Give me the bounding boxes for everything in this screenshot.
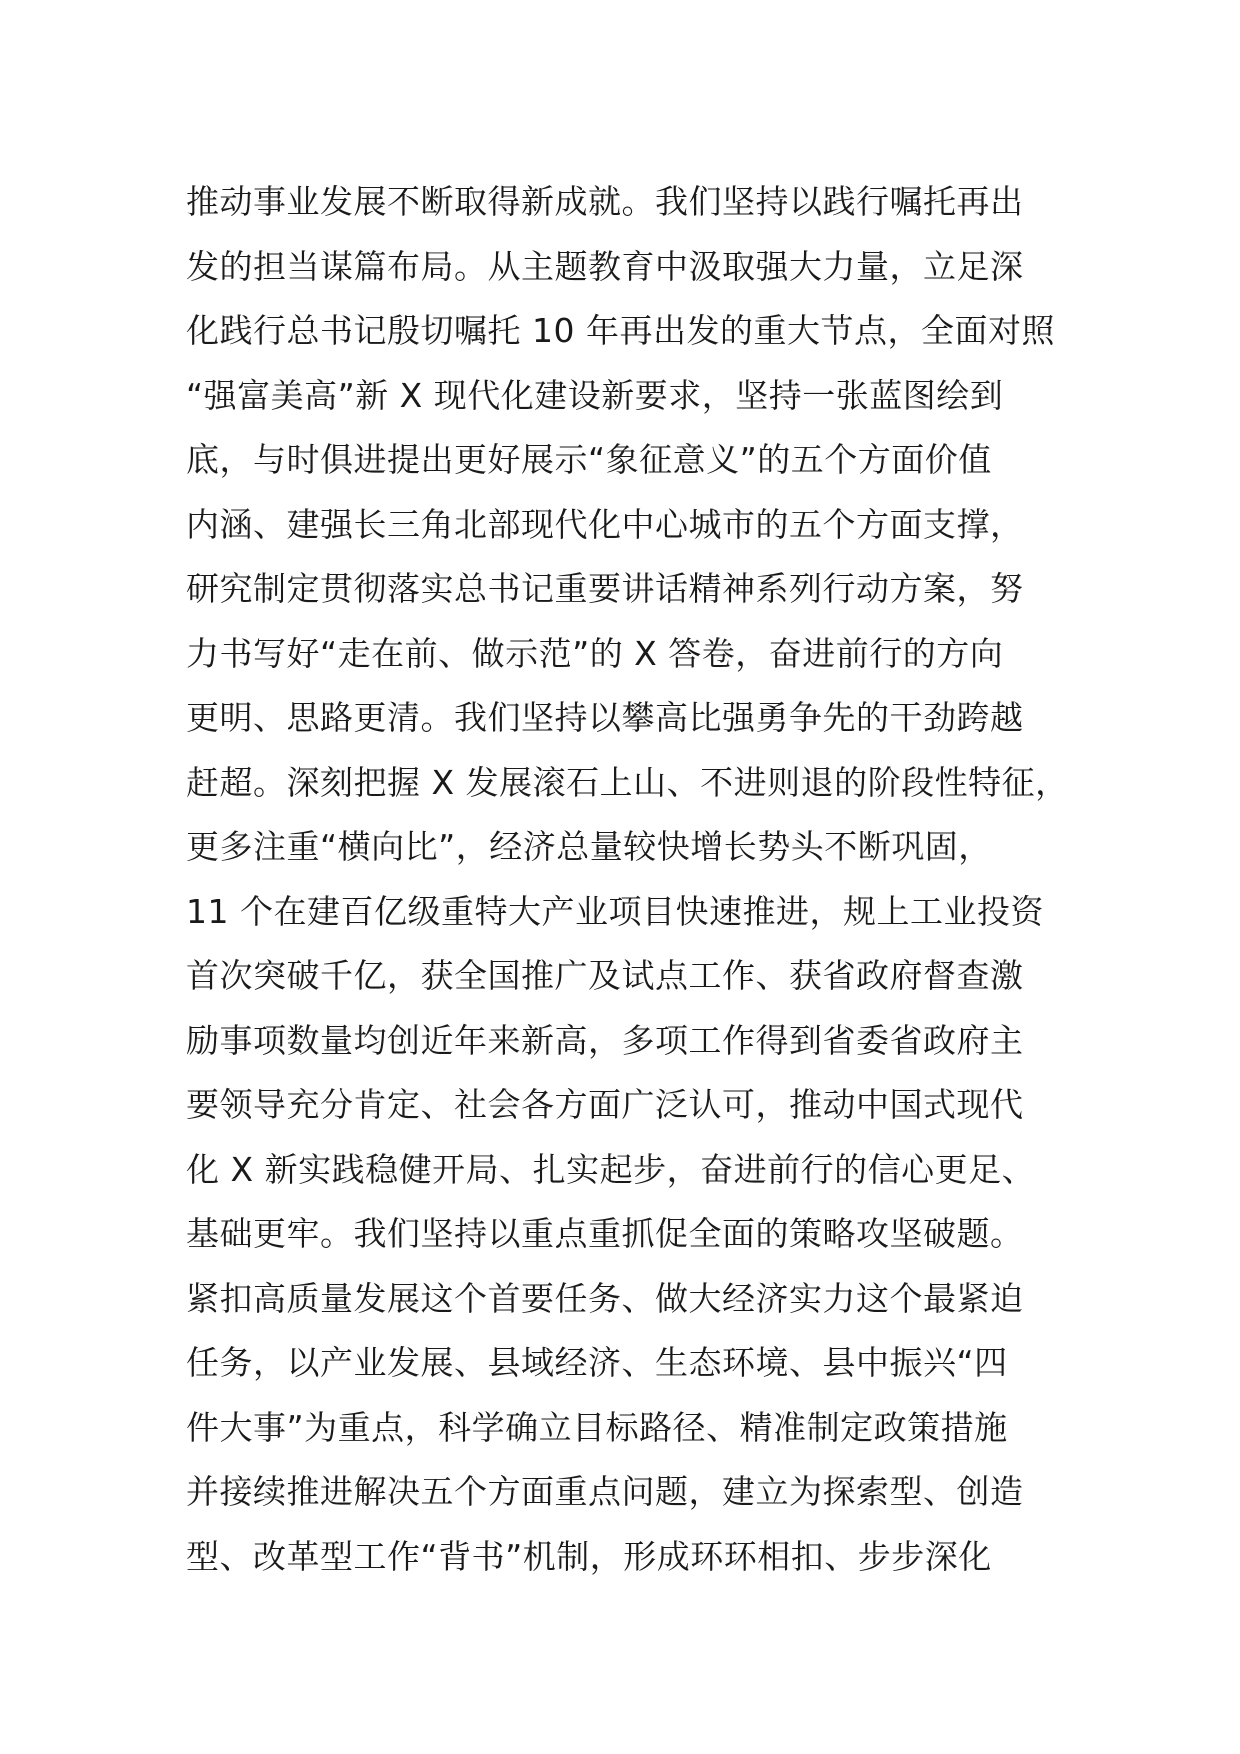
text-line: 型、改革型工作“背书”机制，形成环环相扣、步步深化 — [186, 1536, 992, 1576]
text-line: 件大事”为重点，科学确立目标路径、精准制定政策措施 — [186, 1407, 1008, 1447]
text-line: 要领导充分肯定、社会各方面广泛认可，推动中国式现代 — [186, 1085, 1024, 1124]
text-line: 底，与时俱进提出更好展示“象征意义”的五个方面价值 — [186, 440, 992, 479]
text-line: 化 X 新实践稳健开局、扎实起步，奋进前行的信心更足、 — [186, 1149, 1036, 1189]
text-line: 基础更牢。我们坚持以重点重抓促全面的策略攻坚破题。 — [186, 1214, 1024, 1253]
text-line: 化践行总书记殷切嘱托 10 年再出发的重大节点，全面对照 — [186, 311, 1055, 350]
text-line: 并接续推进解决五个方面重点问题，建立为探索型、创造 — [186, 1472, 1024, 1511]
text-line: 更明、思路更清。我们坚持以攀高比强勇争先的干劲跨越 — [186, 698, 1024, 737]
body-text — [186, 170, 1086, 1589]
text-line: 推动事业发展不断取得新成就。我们坚持以践行嘱托再出 — [186, 182, 1024, 221]
text-line: 紧扣高质量发展这个首要任务、做大经济实力这个最紧迫 — [186, 1278, 1024, 1318]
text-line: 内涵、建强长三角北部现代化中心城市的五个方面支撑， — [186, 504, 1024, 544]
text-line: 任务，以产业发展、县域经济、生态环境、县中振兴“四 — [186, 1343, 1008, 1382]
text-line: “强富美高”新 X 现代化建设新要求，坚持一张蓝图绘到 — [186, 375, 1004, 415]
text-line: 赶超。深刻把握 X 发展滚石上山、不进则退的阶段性特征， — [186, 762, 1069, 802]
text-line: 发的担当谋篇布局。从主题教育中汲取强大力量，立足深 — [186, 246, 1024, 286]
text-line: 力书写好“走在前、做示范”的 X 答卷，奋进前行的方向 — [186, 633, 1004, 673]
text-line: 研究制定贯彻落实总书记重要讲话精神系列行动方案，努 — [186, 569, 1024, 608]
text-line: 励事项数量均创近年来新高，多项工作得到省委省政府主 — [186, 1020, 1024, 1060]
text-line: 更多注重“横向比”，经济总量较快增长势头不断巩固， — [186, 827, 992, 866]
text-line: 11 个在建百亿级重特大产业项目快速推进，规上工业投资 — [186, 891, 1044, 931]
text-line: 首次突破千亿，获全国推广及试点工作、获省政府督查激 — [186, 956, 1024, 995]
